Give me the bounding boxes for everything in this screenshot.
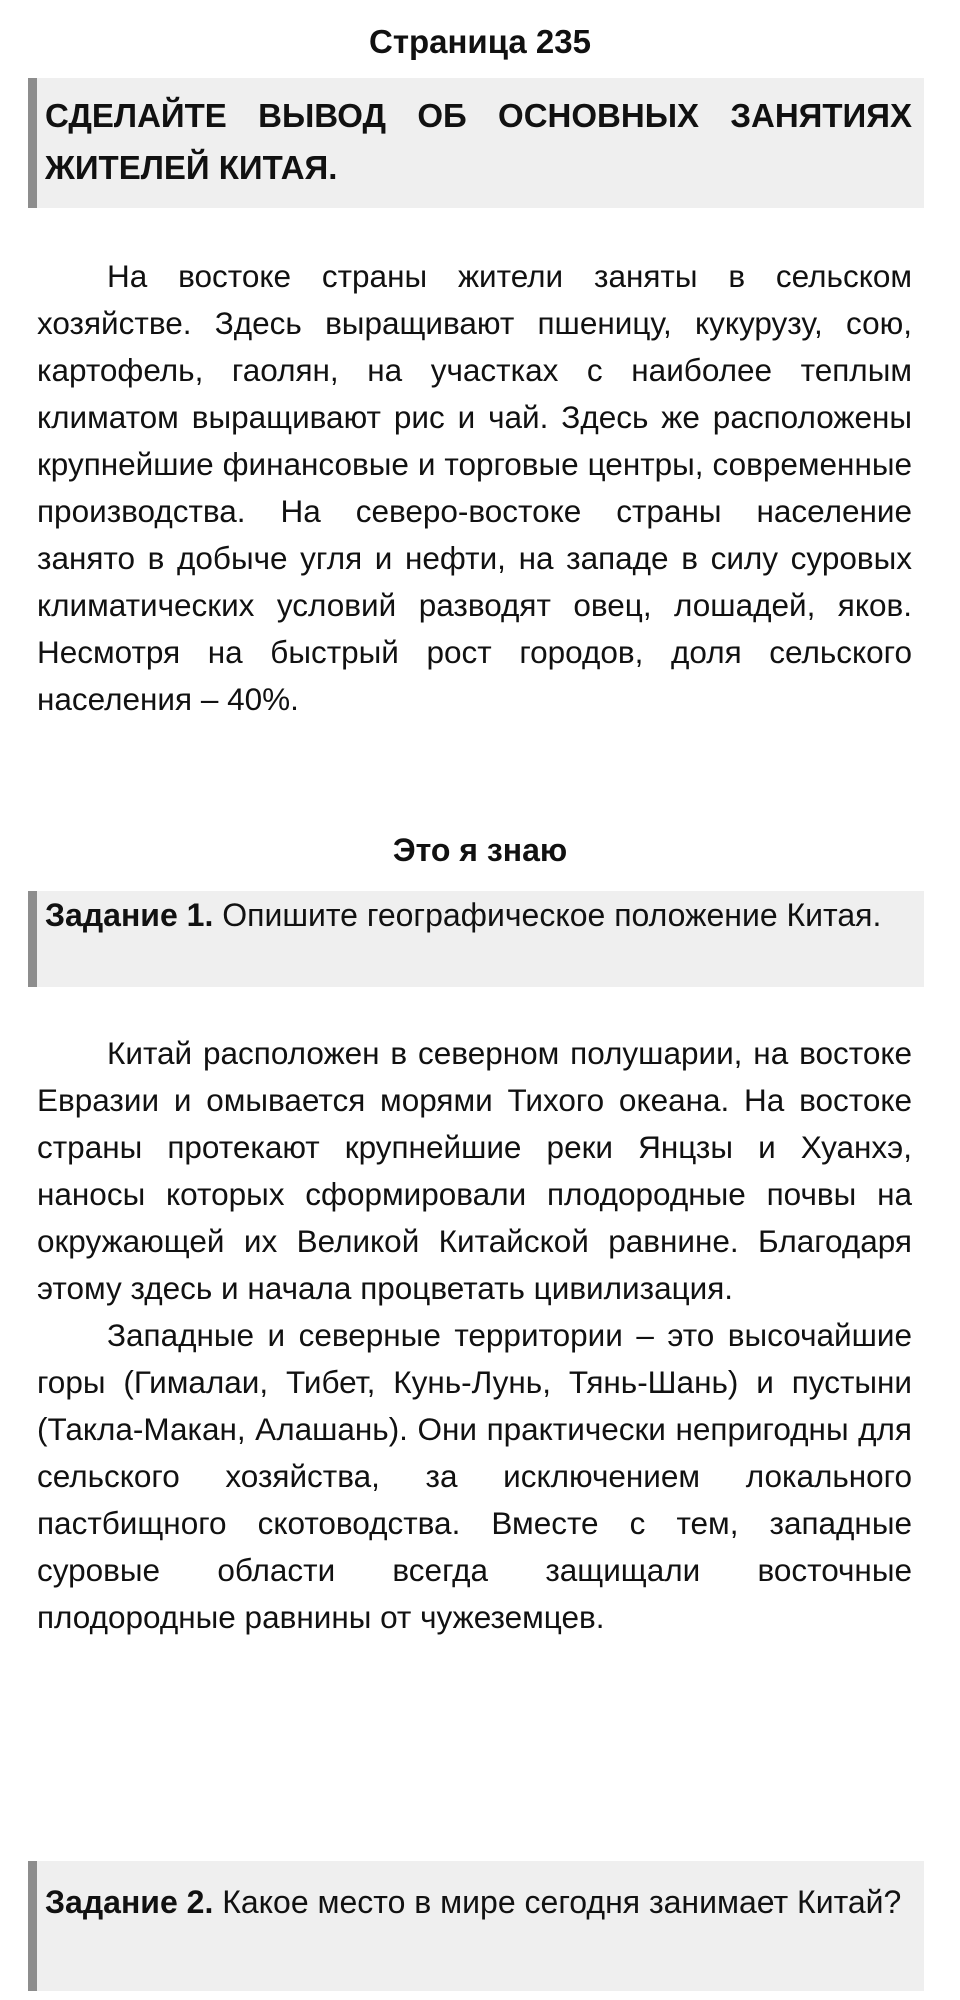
task-1-label: Задание 1. [45,897,214,933]
main-answer [37,253,912,723]
task-2-text: Какое место в мире сегодня занимает Китай? [213,1884,902,1920]
page-title: Страница 235 [369,23,591,60]
task-1-box [28,891,924,987]
task-2-label: Задание 2. [45,1884,214,1920]
task-2-box [28,1861,924,1991]
main-answer-paragraph: На востоке страны жители заняты в сельском хозяйстве. Здесь выращивают пшеницу, кукурузу, сою, картофель, гаолян, на участках с наиболее теплым климатом выращивают рис и чай. Здесь же расположены крупнейшие финансовые и торговые центры, современные производства. На северо-востоке страны население занято в добыче угля и нефти, на западе в силу суровых климатических условий разводят овец, лошадей, яков. Несмотря на быстрый рост городов, доля сельского населения – 40%. [37,258,912,717]
task-1-answer [37,1030,912,1641]
main-question-text: СДЕЛАЙТЕ ВЫВОД ОБ ОСНОВНЫХ ЗАНЯТИЯХ ЖИТЕЛЕЙ КИТАЯ. [45,97,912,186]
task-1-text: Опишите географическое положение Китая. [213,897,882,933]
main-question-box [28,78,924,208]
task-1-answer-paragraph-1: Китай расположен в северном полушарии, на востоке Евразии и омывается морями Тихого океана. На востоке страны протекают крупнейшие реки Янцзы и Хуанхэ, наносы которых сформировали плодородные почвы на окружающей их Великой Китайской равнине. Благодаря этому здесь и начала процветать цивилизация. [37,1035,912,1306]
task-1-answer-paragraph-2: Западные и северные территории – это высочайшие горы (Гималаи, Тибет, Кунь-Лунь, Тянь-Шань) и пустыни (Такла-Макан, Алашань). Они практически непригодны для сельского хозяйства, за исключением локального пастбищного скотоводства. Вместе с тем, западные суровые области всегда защищали восточные плодородные равнины от чужеземцев. [37,1317,912,1635]
section-heading: Это я знаю [392,832,568,868]
